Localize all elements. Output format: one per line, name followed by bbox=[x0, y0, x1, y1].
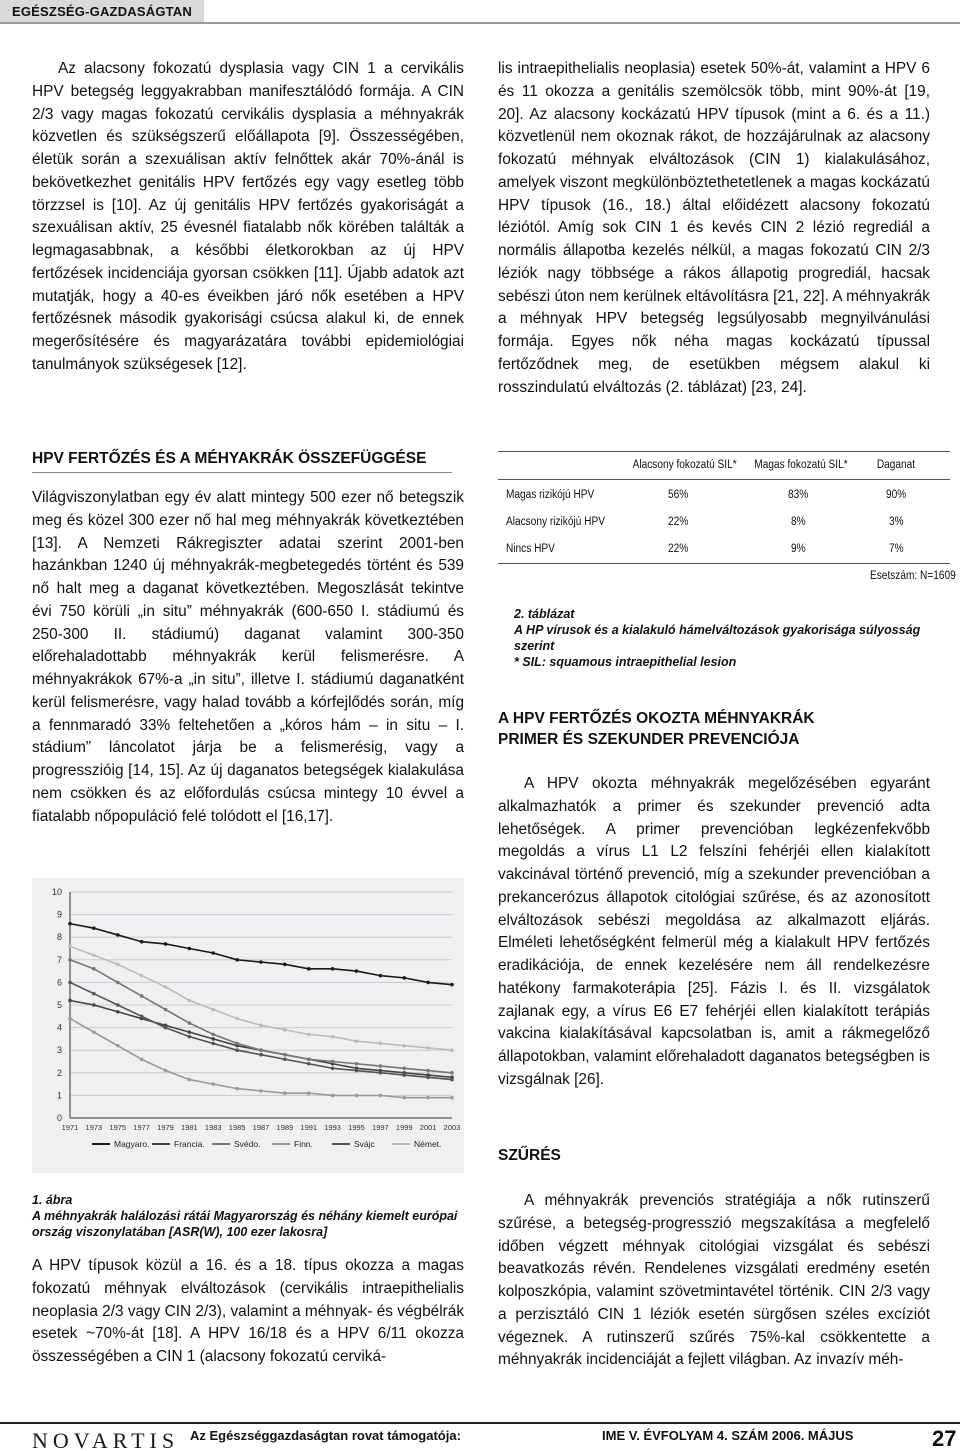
data-point bbox=[283, 1091, 287, 1095]
table-row-label: Nincs HPV bbox=[506, 543, 555, 555]
data-point bbox=[164, 942, 168, 946]
data-point bbox=[307, 1091, 311, 1095]
x-tick-label: 1987 bbox=[252, 1123, 270, 1132]
data-point bbox=[164, 1026, 168, 1030]
data-point bbox=[450, 1078, 454, 1082]
right-section1-paragraph: A HPV okozta méhnyakrák megelőzésében egyaránt alkalmazhatók a primer és szekunder prevenció adta lehetőségek. A primer prevencióban legkézenfekvőbb megoldás a vírus L1 L2 felszíni fehérjéi ellen kialakított vakcinával történő prevenció, míg a szekunder prevencióban a prekancerózus állapotok citológiai szűrése, és az azonosított elváltozások sebészi megoldása az alkalmazott eljárás. Elméleti lehetőségként felmerül még a kialakult HPV fertőzés eradikációja, de ennek kezelésére nem áll rendelkezésre hatékony farmakoterápia [25]. Fázis I. és II. vizsgálatok zajlanak egy, a vírus E6 E7 fehérjéi ellen kialakított terápiás vakcina kialakításával kapcsolatban is, amit a rákmegelőző állapotokban, valamint előrehaladott daganatos betegségben is vizsgálnak [26]. bbox=[498, 775, 930, 1088]
table-cell: 7% bbox=[889, 543, 904, 555]
data-point bbox=[283, 963, 287, 967]
table-top-rule bbox=[498, 451, 950, 452]
right-column-continued bbox=[498, 58, 930, 399]
y-tick-label: 0 bbox=[56, 1113, 62, 1123]
data-point bbox=[188, 1035, 192, 1039]
data-point bbox=[355, 1069, 359, 1073]
data-point bbox=[92, 1003, 96, 1007]
data-point bbox=[426, 981, 430, 985]
data-point bbox=[259, 960, 263, 964]
data-point bbox=[307, 1062, 311, 1066]
data-point bbox=[379, 1071, 383, 1075]
x-tick-label: 2001 bbox=[419, 1123, 437, 1132]
table-cell: 22% bbox=[668, 543, 689, 555]
series-line-finn bbox=[70, 1019, 452, 1098]
data-point bbox=[211, 951, 215, 955]
y-tick-label: 2 bbox=[56, 1067, 62, 1078]
x-tick-label: 1991 bbox=[300, 1123, 318, 1132]
data-point bbox=[164, 1069, 168, 1073]
table-header-col2: Magas fokozatú SIL* bbox=[754, 459, 848, 471]
x-tick-label: 1983 bbox=[204, 1123, 222, 1132]
section-header-tab bbox=[0, 0, 206, 22]
data-point bbox=[426, 1076, 430, 1080]
data-point bbox=[68, 944, 72, 948]
x-tick-label: 1971 bbox=[61, 1123, 79, 1132]
figure-caption-text: A méhnyakrák halálozási rátái Magyarország és néhány kiemelt európai ország viszonylatában [ASR(W), 100 ezer lakosra] bbox=[32, 1209, 458, 1239]
y-tick-label: 10 bbox=[51, 887, 62, 897]
right-continued-paragraph: lis intraepithelialis neoplasia) esetek 50%-át, valamint a HPV 6 és 11 okozza a genitális szemölcsök több, mint 90%-át [19, 20]. Az alacsony kockázatú HPV típusok (mint a 6. és a 11.) közvetlenül nem okoznak rákot, de hozzájárulnak az alacsony fokozatú méhnyak elváltozások (CIN 1) kialakulásához, amelyek viszont megkülönböztethetetlenek a magas kockázatú HPV típusok (16., 18.) által előidézett alacsony fokozatú léziótól. Amíg sok CIN 1 és kevés CIN 2 lézió regrediál a normális állapotba kezelés nélkül, a magas fokozatú CIN 2/3 léziók nagy többsége a rákos állapotig progrediál, hacsak sebészi úton nem kerülnek eltávolításra [21, 22]. A méhnyakrák a méhnyak HPV betegség legsúlyosabb megnyilvánulási formája. Egyes nők néha magas kockázatú típussal fertőződnek meg, de esetükben mégsem alakul ki rosszindulatú elváltozás (2. táblázat) [23, 24]. bbox=[498, 60, 930, 396]
data-point bbox=[450, 1096, 454, 1100]
novartis-logo: NOVARTIS bbox=[32, 1428, 180, 1451]
table-note: Esetszám: N=1609 bbox=[870, 570, 956, 582]
data-point bbox=[402, 1096, 406, 1100]
data-point bbox=[307, 1057, 311, 1061]
page-number: 27 bbox=[932, 1426, 957, 1451]
data-point bbox=[116, 1003, 120, 1007]
table-row-label: Alacsony rizikójú HPV bbox=[506, 516, 605, 528]
series-line-francia bbox=[70, 1000, 452, 1077]
series-line-magyaro bbox=[70, 924, 452, 985]
y-tick-label: 7 bbox=[56, 954, 62, 965]
data-point bbox=[68, 922, 72, 926]
table-header-col1: Alacsony fokozatú SIL* bbox=[632, 459, 737, 471]
data-point bbox=[355, 1062, 359, 1066]
data-point bbox=[259, 1053, 263, 1057]
footer-divider bbox=[0, 1422, 960, 1424]
x-tick-label: 1995 bbox=[348, 1123, 365, 1132]
data-point bbox=[450, 983, 454, 987]
data-point bbox=[140, 1057, 144, 1061]
y-tick-label: 9 bbox=[56, 909, 62, 920]
data-point bbox=[450, 1048, 454, 1052]
data-point bbox=[211, 1042, 215, 1046]
data-point bbox=[188, 999, 192, 1003]
data-point bbox=[140, 994, 144, 998]
data-point bbox=[188, 947, 192, 951]
data-point bbox=[92, 1030, 96, 1034]
line-chart bbox=[32, 878, 464, 1173]
data-point bbox=[259, 1048, 263, 1052]
data-point bbox=[164, 985, 168, 989]
data-point bbox=[235, 1042, 239, 1046]
data-point bbox=[331, 1094, 335, 1098]
legend-label: Német. bbox=[414, 1139, 442, 1149]
data-point bbox=[307, 967, 311, 971]
table-2 bbox=[498, 451, 956, 589]
data-point bbox=[92, 992, 96, 996]
right-section1-body bbox=[498, 773, 930, 1092]
x-tick-label: 1977 bbox=[133, 1123, 150, 1132]
left-column-intro bbox=[32, 58, 464, 377]
data-point bbox=[116, 933, 120, 937]
table-bottom-rule bbox=[498, 563, 950, 564]
data-point bbox=[426, 1096, 430, 1100]
data-point bbox=[235, 1087, 239, 1091]
right-section2-body bbox=[498, 1190, 930, 1372]
data-point bbox=[140, 974, 144, 978]
figure-1-caption bbox=[32, 1192, 464, 1240]
table-cell: 8% bbox=[791, 516, 806, 528]
legend-label: Svájc bbox=[354, 1139, 375, 1149]
data-point bbox=[283, 1028, 287, 1032]
legend-label: Svédo. bbox=[234, 1139, 261, 1149]
data-point bbox=[402, 1073, 406, 1077]
data-point bbox=[68, 1017, 72, 1021]
section-header-label: EGÉSZSÉG-GAZDASÁGTAN bbox=[12, 4, 192, 19]
data-point bbox=[92, 926, 96, 930]
data-point bbox=[116, 981, 120, 985]
data-point bbox=[235, 1048, 239, 1052]
data-point bbox=[211, 1008, 215, 1012]
left-after-figure-paragraph: A HPV típusok közül a 16. és a 18. típus okozza a magas fokozatú méhnyak elváltozások (cervikális intraepithelialis neoplasia 2/3 vagy CIN 2/3), valamint a méhnyak- és végbélrák esetek ~70%-át [18]. A HPV 16/18 és a HPV 6/11 okozza összességében a CIN 1 (alacsony fokozatú cerviká- bbox=[32, 1257, 465, 1365]
data-point bbox=[92, 967, 96, 971]
data-point bbox=[68, 999, 72, 1003]
data-point bbox=[283, 1053, 287, 1057]
table-header-rule bbox=[498, 479, 950, 480]
data-point bbox=[450, 1071, 454, 1075]
y-tick-label: 6 bbox=[56, 977, 62, 988]
data-point bbox=[307, 1033, 311, 1037]
data-point bbox=[402, 976, 406, 980]
legend-label: Finn. bbox=[294, 1139, 313, 1149]
data-point bbox=[331, 1060, 335, 1064]
right-section1-title-block bbox=[498, 708, 930, 750]
table-2-caption bbox=[498, 606, 930, 670]
table-cell: 9% bbox=[791, 543, 806, 555]
data-point bbox=[379, 974, 383, 978]
title-underline bbox=[32, 472, 452, 473]
data-point bbox=[283, 1057, 287, 1061]
data-point bbox=[116, 1044, 120, 1048]
data-point bbox=[355, 1039, 359, 1043]
table-caption-note: * SIL: squamous intraepithelial lesion bbox=[514, 655, 737, 669]
x-tick-label: 1975 bbox=[109, 1123, 127, 1132]
data-point bbox=[259, 1024, 263, 1028]
left-column-section-body bbox=[32, 487, 464, 828]
data-point bbox=[68, 958, 72, 962]
table-cell: 22% bbox=[668, 516, 689, 528]
header-divider bbox=[0, 22, 960, 24]
data-point bbox=[188, 1030, 192, 1034]
right-section2-title-block bbox=[498, 1145, 930, 1166]
x-tick-label: 1979 bbox=[157, 1123, 174, 1132]
data-point bbox=[426, 1069, 430, 1073]
table-caption-number: 2. táblázat bbox=[514, 607, 575, 621]
data-point bbox=[355, 1094, 359, 1098]
table-cell: 3% bbox=[889, 516, 904, 528]
data-point bbox=[402, 1044, 406, 1048]
data-point bbox=[379, 1042, 383, 1046]
x-tick-label: 1985 bbox=[228, 1123, 246, 1132]
data-point bbox=[211, 1037, 215, 1041]
left-intro-paragraph: Az alacsony fokozatú dysplasia vagy CIN 1 a cervikális HPV betegség leggyakrabban manifesztálódó formája. A CIN 2/3 vagy magas fokozatú cervikális dysplasia a méhnyakrák közvetlen és szükségszerű előállapota [9]. Összességében, életük során a szexuálisan aktív felnőttek akár 70%-ánál is bekövetkezhet genitális HPV fertőzés egy vagy esetleg több törzzsel is [10]. Az új genitális HPV fertőzés gyakoriságát a szexuálisan aktív, 25 évesnél fiatalabb nők körében találták a legmagasabbnak, a későbbi életkorokban az új HPV fertőzések incidenciája gyorsan csökken [11]. Újabb adatok azt mutatják, hogy a 40-es éveikben járó nők esetében a HPV fertőzésnek második gyakorisági csúcsa alakul ki, de ennek megerősítésére és magyarázatára további epidemiológiai tanulmányok szükségesek [12]. bbox=[32, 60, 464, 373]
data-point bbox=[211, 1082, 215, 1086]
figure-1-chart bbox=[32, 878, 464, 1173]
table-cell: 56% bbox=[668, 489, 689, 501]
y-tick-label: 8 bbox=[56, 932, 62, 943]
table-header-col3: Daganat bbox=[876, 459, 916, 471]
y-tick-label: 5 bbox=[56, 1000, 62, 1010]
data-point bbox=[402, 1066, 406, 1070]
table-row-label: Magas rizikójú HPV bbox=[506, 489, 595, 501]
data-point bbox=[235, 958, 239, 962]
y-tick-label: 1 bbox=[56, 1090, 62, 1101]
data-point bbox=[211, 1033, 215, 1037]
data-point bbox=[140, 940, 144, 944]
x-tick-label: 1973 bbox=[85, 1123, 103, 1132]
legend-label: Francia. bbox=[174, 1139, 205, 1149]
data-point bbox=[379, 1094, 383, 1098]
right-section2-paragraph: A méhnyakrák prevenciós stratégiája a nők rutinszerű szűrése, a betegség-progresszió megszakítása a megfelelő időben végzett méhnyak citológiai vizsgálat és sebészi beavatkozás révén. Rendelenes vizsgálati eredmény esetén kolposzkópia, valamint szövetmintavétel történik. CIN 2/3 vagy a perzisztáló CIN 1 léziók esetén sürgősen széles excíziót végeznek. A rutinszerű szűrés 75%-kal csökkentette a méhnyakrák incidenciáját a fejlett világban. Az invazív méh- bbox=[498, 1192, 930, 1369]
figure-caption-number: 1. ábra bbox=[32, 1193, 73, 1207]
right-section2-title: SZŰRÉS bbox=[498, 1147, 561, 1164]
x-tick-label: 2003 bbox=[443, 1123, 461, 1132]
data-point bbox=[188, 1021, 192, 1025]
data-point bbox=[331, 1066, 335, 1070]
x-tick-label: 1997 bbox=[372, 1123, 389, 1132]
footer-issue: IME V. ÉVFOLYAM 4. SZÁM 2006. MÁJUS bbox=[602, 1428, 854, 1443]
series-line-svjc bbox=[70, 982, 452, 1079]
data-point bbox=[331, 967, 335, 971]
data-point bbox=[116, 1010, 120, 1014]
x-tick-label: 1981 bbox=[181, 1123, 198, 1132]
data-point bbox=[164, 1008, 168, 1012]
data-point bbox=[331, 1035, 335, 1039]
data-point bbox=[426, 1046, 430, 1050]
table-cell: 90% bbox=[886, 489, 907, 501]
left-section-title-block bbox=[32, 448, 464, 473]
left-section-paragraph: Világviszonylatban egy év alatt mintegy 500 ezer nő betegszik meg és közel 300 ezer nő hal meg méhnyakrák következtében [13]. A Nemzeti Rákregiszter adatai szerint 2001-ben hazánkban 1240 új méhnyakrák-megbetegedés történt és 539 nő halt meg a daganat következtében. Megoszlását tekintve évi 750 körüli „in situ” méhnyakrák (600-650 I. stádiumú és 250-300 II. stádiumú) daganat valamint 300-350 előrehaladottabb méhnyakrák kerül felismerésre. A méhnyakrákok 67%-a „in situ”, illetve I. stádiumú daganatként kerül felismerésre, vagy halad tovább a kórfejlődés során, míg a fennmaradó 33% feltehetően a „kóros hám – in situ – I. stádium” láncolatot járja be a felismerésig, vagy a progresszióig [14, 15]. Az új daganatos betegségek kialakulása nem csökken és az előfordulás csúcsa mintegy 10 évvel a fiatalabb nőpopuláció felé tolódott el [16,17]. bbox=[32, 489, 464, 825]
footer-sponsor: Az Egészséggazdaságtan rovat támogatója: bbox=[190, 1428, 461, 1443]
y-tick-label: 3 bbox=[56, 1045, 62, 1056]
data-point bbox=[68, 981, 72, 985]
data-point bbox=[259, 1089, 263, 1093]
data-point bbox=[188, 1078, 192, 1082]
right-section1-title: A HPV FERTŐZÉS OKOZTA MÉHNYAKRÁK PRIMER ÉS SZEKUNDER PREVENCIÓJA bbox=[498, 710, 815, 748]
left-section-title: HPV FERTŐZÉS ÉS A MÉHYAKRÁK ÖSSZEFÜGGÉSE bbox=[32, 450, 427, 467]
table-caption-text: A HP vírusok és a kialakuló hámelváltozások gyakorisága súlyosság szerint bbox=[514, 623, 921, 653]
data-point bbox=[235, 1017, 239, 1021]
legend-label: Magyaro. bbox=[114, 1139, 150, 1149]
data-point bbox=[140, 1015, 144, 1019]
x-tick-label: 1989 bbox=[276, 1123, 294, 1132]
y-tick-label: 4 bbox=[56, 1022, 62, 1033]
table-cell: 83% bbox=[788, 489, 809, 501]
data-point bbox=[116, 963, 120, 967]
data-point bbox=[379, 1064, 383, 1068]
left-column-after-figure bbox=[32, 1255, 464, 1369]
x-tick-label: 1999 bbox=[395, 1123, 413, 1132]
x-tick-label: 1993 bbox=[324, 1123, 341, 1132]
data-point bbox=[92, 953, 96, 957]
data-point bbox=[355, 969, 359, 973]
